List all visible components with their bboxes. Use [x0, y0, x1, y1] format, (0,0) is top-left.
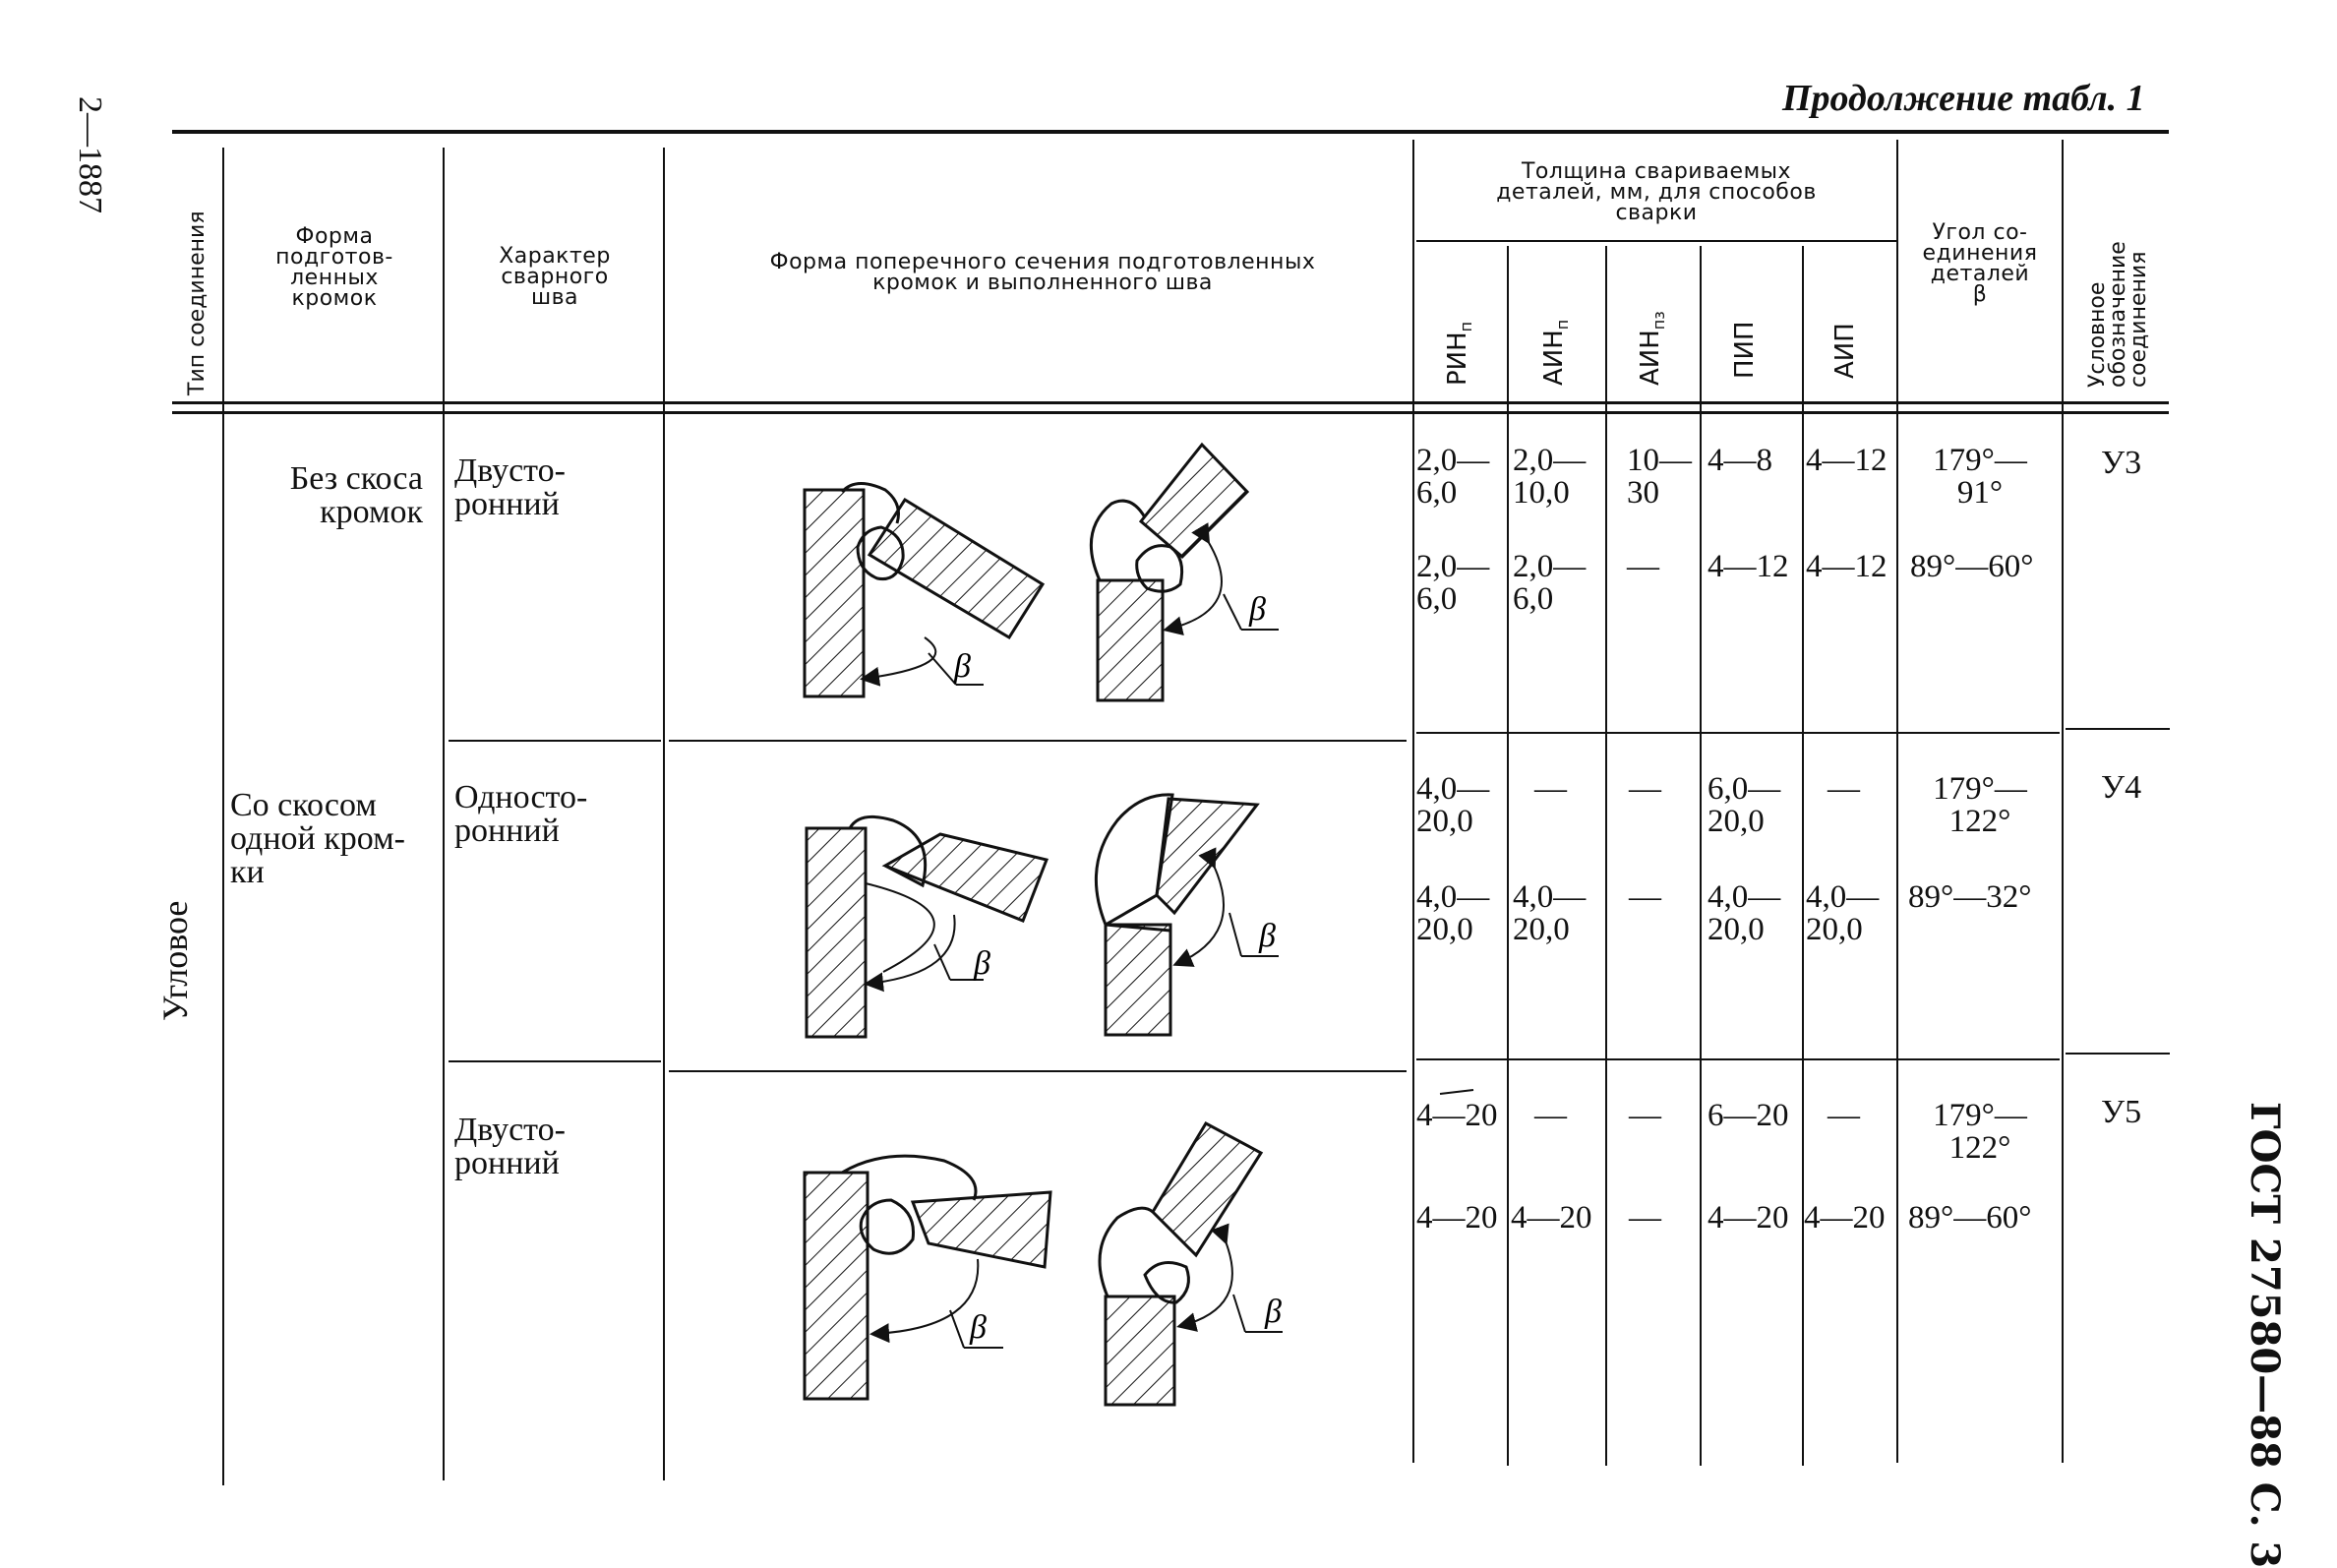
- row2-l1-rin: 4,0— 20,0: [1416, 771, 1490, 839]
- row1-l2-angle: 89°—60°: [1910, 549, 2034, 584]
- header-designation: Условное обозначение соединения: [2085, 241, 2151, 388]
- row1-edge-shape: Без скоса кромок: [289, 460, 423, 530]
- header-method-aip: АИП: [1830, 323, 1860, 379]
- row1-l2-pip: 4—12: [1708, 549, 1789, 584]
- weld-symbol-mark: [1440, 1090, 1473, 1094]
- row3-l2-angle: 89°—60°: [1908, 1200, 2032, 1236]
- row1-left-joint: [805, 483, 1043, 696]
- row3-designation: У5: [2101, 1094, 2142, 1130]
- row3-l1-ainpz: —: [1629, 1098, 1661, 1133]
- right-standard-label: ГОСТ 27580—88 С. 3: [2242, 1102, 2288, 1568]
- row2-left-beta: β: [974, 945, 990, 982]
- row2-l2-angle: 89°—32°: [1908, 879, 2032, 915]
- row1-designation: У3: [2101, 445, 2142, 481]
- row3-l2-rin: 4—20: [1416, 1200, 1498, 1236]
- left-page-number: 2—1887: [72, 96, 108, 213]
- row3-right-joint: [1100, 1123, 1283, 1405]
- row2-l1-aip: —: [1828, 771, 1860, 807]
- header-angle: Угол со- единения деталей β: [1922, 220, 2038, 307]
- row1-l1-pip: 4—8: [1708, 443, 1772, 478]
- row3-l1-ain: —: [1534, 1098, 1567, 1133]
- header-edge-shape: Форма подготов- ленных кромок: [275, 224, 393, 311]
- row1-l2-ain: 2,0— 6,0: [1513, 549, 1587, 617]
- row2-l1-angle: 179°— 122°: [1933, 771, 2027, 839]
- row2-l1-pip: 6,0— 20,0: [1708, 771, 1781, 839]
- row2-l2-rin: 4,0— 20,0: [1416, 879, 1490, 947]
- row1-l1-ain: 2,0— 10,0: [1513, 443, 1587, 511]
- header-method-ain: $АИН_п$: [1539, 319, 1573, 386]
- row3-right-beta: β: [1265, 1294, 1282, 1330]
- row2-l1-ainpz: —: [1629, 771, 1661, 807]
- row2-weld-character: Односто- ронний: [454, 779, 588, 849]
- row3-l1-aip: —: [1828, 1098, 1860, 1133]
- row3-l1-angle: 179°— 122°: [1933, 1098, 2027, 1166]
- header-weld-character: Характер сварного шва: [499, 244, 611, 310]
- row2-right-joint: [1096, 795, 1279, 1035]
- header-section-shape: Форма поперечного сечения подготовленных кромок и выполненного шва: [769, 250, 1316, 295]
- row3-l1-rin: 4—20: [1416, 1098, 1498, 1133]
- header-joint-type: Тип соединения: [185, 211, 210, 395]
- row1-right-joint: [1091, 445, 1279, 700]
- row3-left-joint: [805, 1156, 1050, 1399]
- row2-l2-pip: 4,0— 20,0: [1708, 879, 1781, 947]
- row2-l2-ainpz: —: [1629, 879, 1661, 915]
- continuation-title: Продолжение табл. 1: [1782, 78, 2145, 119]
- row3-left-beta: β: [970, 1309, 987, 1346]
- row2-right-beta: β: [1259, 918, 1276, 954]
- row3-l1-pip: 6—20: [1708, 1098, 1789, 1133]
- row1-l2-ainpz: —: [1627, 549, 1659, 584]
- header-thickness-group: Толщина свариваемых деталей, мм, для способов сварки: [1496, 159, 1817, 225]
- header-method-pip: ПИП: [1730, 321, 1760, 379]
- row2-edge-shape: Со скосом одной кром- ки: [230, 787, 405, 890]
- row1-left-beta: β: [954, 648, 971, 685]
- row3-l2-aip: 4—20: [1804, 1200, 1886, 1236]
- row2-l1-ain: —: [1534, 771, 1567, 807]
- header-method-rin: $РИН_п$: [1443, 321, 1476, 386]
- row1-l1-ainpz: 10— 30: [1627, 443, 1692, 511]
- row1-l1-aip: 4—12: [1806, 443, 1888, 478]
- joint-type-label: Угловое: [155, 900, 195, 1021]
- row1-l1-angle: 179°— 91°: [1933, 443, 2027, 511]
- row3-l2-ainpz: —: [1629, 1200, 1661, 1236]
- row2-l2-ain: 4,0— 20,0: [1513, 879, 1587, 947]
- row2-l2-aip: 4,0— 20,0: [1806, 879, 1880, 947]
- row1-l2-aip: 4—12: [1806, 549, 1888, 584]
- row3-l2-ain: 4—20: [1511, 1200, 1592, 1236]
- row1-weld-character: Двусто- ронний: [454, 452, 566, 522]
- header-method-ainpz: $АИН_{пз}$: [1636, 311, 1669, 386]
- row2-designation: У4: [2101, 769, 2142, 806]
- row1-right-beta: β: [1249, 591, 1266, 628]
- row1-l1-rin: 2,0— 6,0: [1416, 443, 1490, 511]
- row3-weld-character: Двусто- ронний: [454, 1112, 566, 1181]
- row1-l2-rin: 2,0— 6,0: [1416, 549, 1490, 617]
- row2-left-joint: [807, 816, 1047, 1037]
- row3-l2-pip: 4—20: [1708, 1200, 1789, 1236]
